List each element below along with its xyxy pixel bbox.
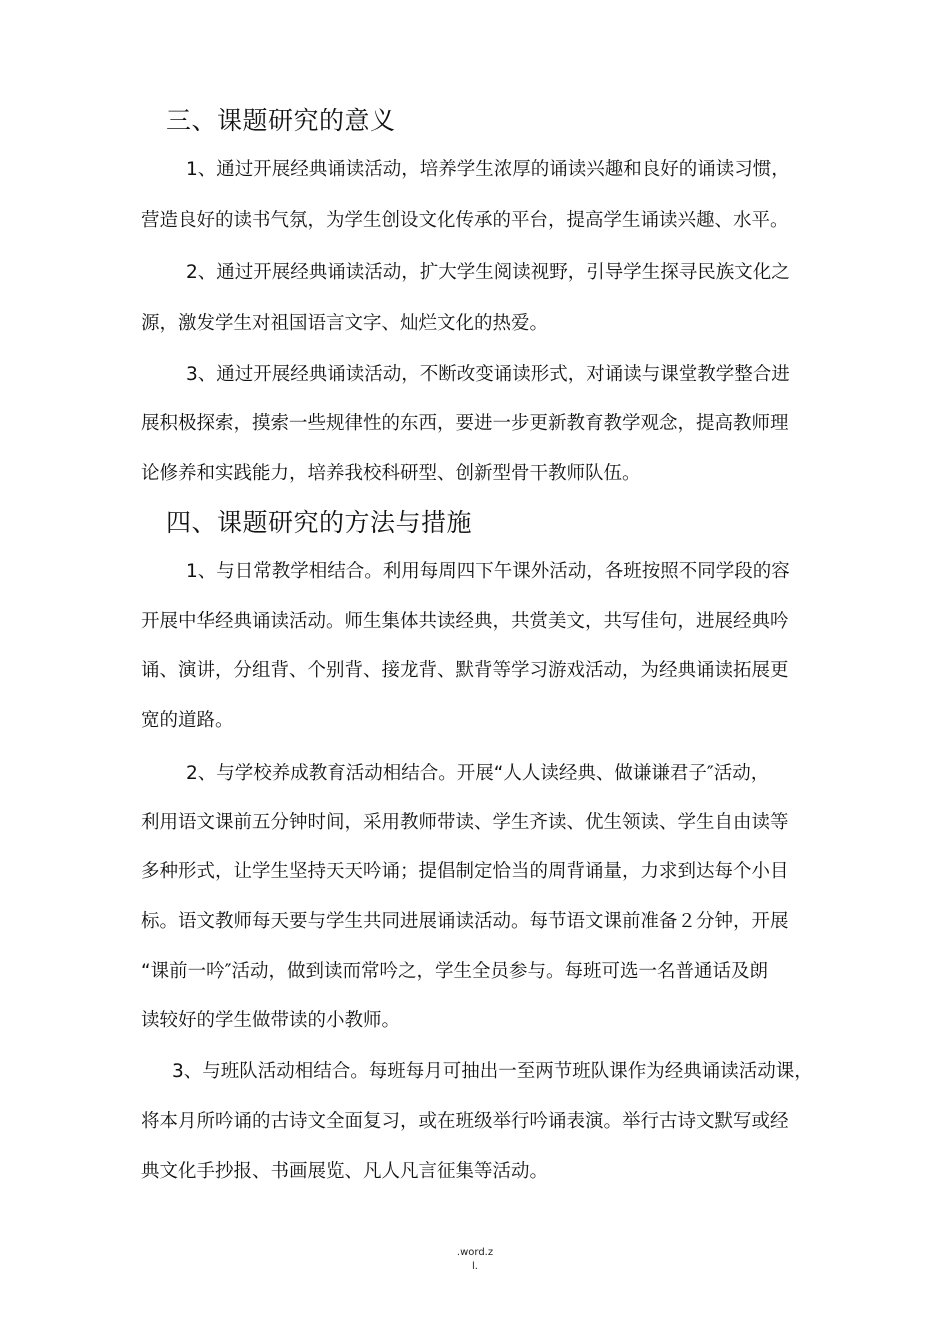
s4-p3-line2: 将本月所吟诵的古诗文全面复习，或在班级举行吟诵表演。举行古诗文默写或经 [141,1111,789,1132]
s4-p3-line3: 典文化手抄报、书画展览、凡人凡言征集等活动。 [141,1161,549,1182]
footer-line-1: .word.z [456,1247,494,1258]
s4-p1-line3: 诵、演讲，分组背、个别背、接龙背、默背等学习游戏活动，为经典诵读拓展更 [141,660,789,681]
s4-p2-line5: “课前一吟″活动，做到读而常吟之，学生全员参与。每班可选一名普通话及朗 [141,961,768,982]
s4-p2-line3: 多种形式，让学生坚持天天吟诵；提倡制定恰当的周背诵量，力求到达每个小目 [141,861,789,882]
s3-p1-line1: 1、通过开展经典诵读活动，培养学生浓厚的诵读兴趣和良好的诵读习惯， [186,159,790,180]
s4-p2-line6: 读较好的学生做带读的小教师。 [141,1010,401,1031]
section-3-heading: 三、课题研究的意义 [166,106,396,135]
s3-p3-line3: 论修养和实践能力，培养我校科研型、创新型骨干教师队伍。 [141,463,641,484]
s3-p3-line1: 3、通过开展经典诵读活动，不断改变诵读形式，对诵读与课堂教学整合进 [186,364,790,385]
s3-p1-line2: 营造良好的读书气氛，为学生创设文化传承的平台，提高学生诵读兴趣、水平。 [141,210,789,231]
footer-line-2: l. [472,1261,478,1272]
s4-p1-line4: 宽的道路。 [141,710,234,731]
section-4-heading: 四、课题研究的方法与措施 [166,508,473,537]
s4-p2-line2: 利用语文课前五分钟时间，采用教师带读、学生齐读、优生领读、学生自由读等 [141,812,789,833]
s4-p1-line1: 1、与日常教学相结合。利用每周四下午课外活动，各班按照不同学段的容 [186,561,790,582]
s4-p2-line4: 标。语文教师每天要与学生共同进展诵读活动。每节语文课前准备２分钟，开展 [141,911,789,932]
s3-p2-line2: 源，激发学生对祖国语言文字、灿烂文化的热爱。 [141,313,549,334]
s3-p3-line2: 展积极探索，摸索一些规律性的东西，要进一步更新教育教学观念，提高教师理 [141,413,789,434]
s3-p2-line1: 2、通过开展经典诵读活动，扩大学生阅读视野，引导学生探寻民族文化之 [186,262,790,283]
s4-p2-line1: 2、与学校养成教育活动相结合。开展“人人读经典、做谦谦君子″活动， [186,763,770,784]
s4-p1-line2: 开展中华经典诵读活动。师生集体共读经典，共赏美文，共写佳句，进展经典吟 [141,611,789,632]
s4-p3-line1: 3、与班队活动相结合。每班每月可抽出一至两节班队课作为经典诵读活动课， [172,1061,813,1082]
